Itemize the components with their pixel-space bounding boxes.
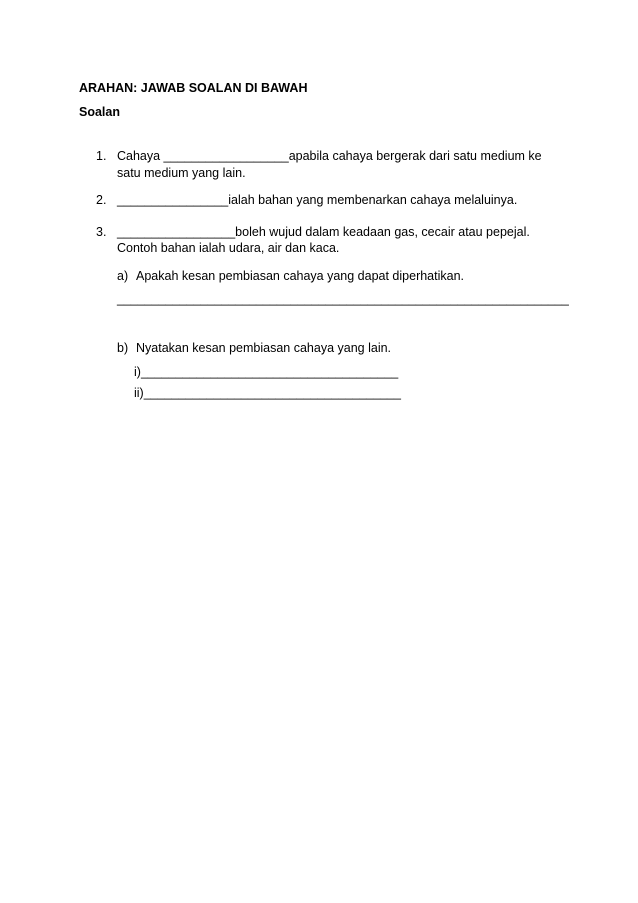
question-text-line1: ________________ialah bahan yang membenarkan cahaya melaluinya. — [117, 193, 518, 207]
subquestion-text: Apakah kesan pembiasan cahaya yang dapat diperhatikan. — [136, 269, 465, 283]
subquestion-text: Nyatakan kesan pembiasan cahaya yang lain. — [136, 341, 392, 355]
answer-line-i: i)_____________________________________ — [134, 365, 399, 379]
section-title: Soalan — [79, 105, 120, 119]
question-text-line2: satu medium yang lain. — [117, 166, 246, 180]
instruction-heading: ARAHAN: JAWAB SOALAN DI BAWAH — [79, 81, 308, 95]
question-number: 3. — [96, 225, 107, 239]
question-text-line1: Cahaya __________________apabila cahaya bergerak dari satu medium ke — [117, 149, 542, 163]
answer-line: _________________________________________________________________ — [117, 292, 569, 306]
question-text-line2: Contoh bahan ialah udara, air dan kaca. — [117, 241, 340, 255]
subquestion-label: b) — [117, 341, 129, 355]
question-number: 2. — [96, 193, 107, 207]
question-number: 1. — [96, 149, 107, 163]
subquestion-label: a) — [117, 269, 129, 283]
answer-line-ii: ii)_____________________________________ — [134, 386, 401, 400]
question-text-line1: _________________boleh wujud dalam keadaan gas, cecair atau pepejal. — [117, 225, 530, 239]
